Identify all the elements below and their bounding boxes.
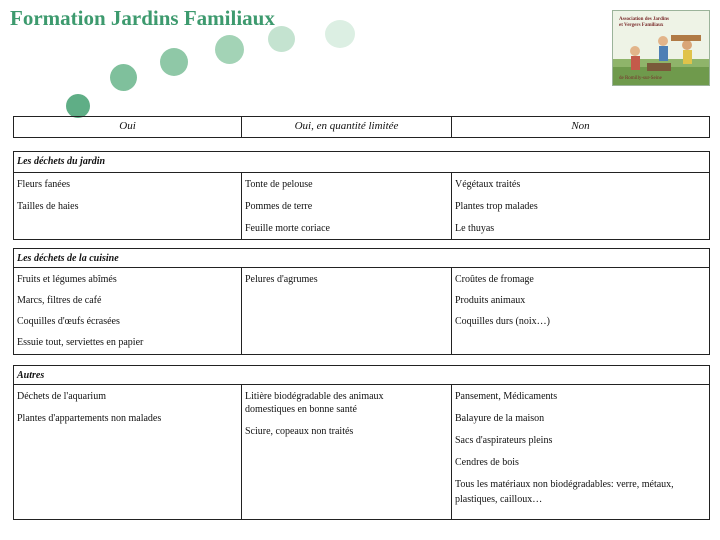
list-oui — [17, 390, 161, 434]
list-item: Sciure, copeaux non traités — [245, 426, 354, 437]
table-header — [13, 116, 710, 138]
page-title: Formation Jardins Familiaux — [10, 6, 275, 30]
list-item: domestiques en bonne santé — [245, 404, 357, 415]
list-oui — [17, 273, 143, 357]
list-item: Fleurs fanées — [17, 179, 71, 190]
list-item: Végétaux traités — [455, 179, 521, 190]
section-title: Les déchets du jardin — [17, 156, 106, 167]
list-non — [455, 273, 550, 336]
list-item: plastiques, cailloux… — [455, 494, 543, 505]
list-oui — [17, 178, 79, 222]
list-oui-limite — [245, 390, 384, 447]
decorative-dot — [215, 35, 244, 64]
column-header-oui: Oui — [119, 120, 136, 132]
decorative-dot — [66, 94, 90, 118]
list-non — [455, 178, 538, 244]
section-autres — [13, 365, 710, 520]
list-item: Pommes de terre — [245, 201, 313, 212]
list-item: Déchets de l'aquarium — [17, 391, 106, 402]
section-title: Autres — [17, 370, 45, 381]
list-oui-limite — [245, 178, 330, 244]
decorative-dot — [325, 20, 355, 48]
list-item: Plantes trop malades — [455, 201, 538, 212]
list-oui-limite — [245, 273, 318, 294]
list-item: Pelures d'agrumes — [245, 274, 318, 285]
column-header-non: Non — [571, 120, 590, 132]
list-item: Essuie tout, serviettes en papier — [17, 337, 144, 348]
list-item: Tonte de pelouse — [245, 179, 313, 190]
section-title: Les déchets de la cuisine — [17, 253, 119, 264]
list-item: Marcs, filtres de café — [17, 295, 102, 306]
section-cuisine — [13, 248, 710, 355]
list-item: Croûtes de fromage — [455, 274, 534, 285]
decorative-dot — [110, 64, 137, 91]
list-item: Tous les matériaux non biodégradables: verre, métaux, — [455, 479, 674, 490]
list-item: Tailles de haies — [17, 201, 79, 212]
list-item: Sacs d'aspirateurs pleins — [455, 435, 553, 446]
decorative-dot — [268, 26, 295, 52]
list-item: Pansement, Médicaments — [455, 391, 558, 402]
column-header-oui-limite: Oui, en quantité limitée — [294, 120, 399, 132]
gardeners-illustration-icon — [613, 11, 709, 85]
list-item: Plantes d'appartements non malades — [17, 413, 162, 424]
decorative-dot — [160, 48, 188, 76]
list-item: Balayure de la maison — [455, 413, 545, 424]
list-item: Litière biodégradable des animaux — [245, 391, 384, 402]
list-item: Produits animaux — [455, 295, 526, 306]
list-item: Fruits et légumes abîmés — [17, 274, 117, 285]
list-item: Feuille morte coriace — [245, 223, 330, 234]
logo-caption: de Romilly-sur-Seine — [619, 76, 662, 81]
logo-text: Association des Jardins et Vergers Familiaux — [619, 17, 670, 28]
association-logo — [612, 10, 710, 86]
section-jardin — [13, 151, 710, 240]
list-item: Le thuyas — [455, 223, 495, 234]
list-non — [455, 390, 674, 508]
list-item: Coquilles durs (noix…) — [455, 316, 550, 327]
list-item: Coquilles d'œufs écrasées — [17, 316, 120, 327]
list-item: Cendres de bois — [455, 457, 519, 468]
